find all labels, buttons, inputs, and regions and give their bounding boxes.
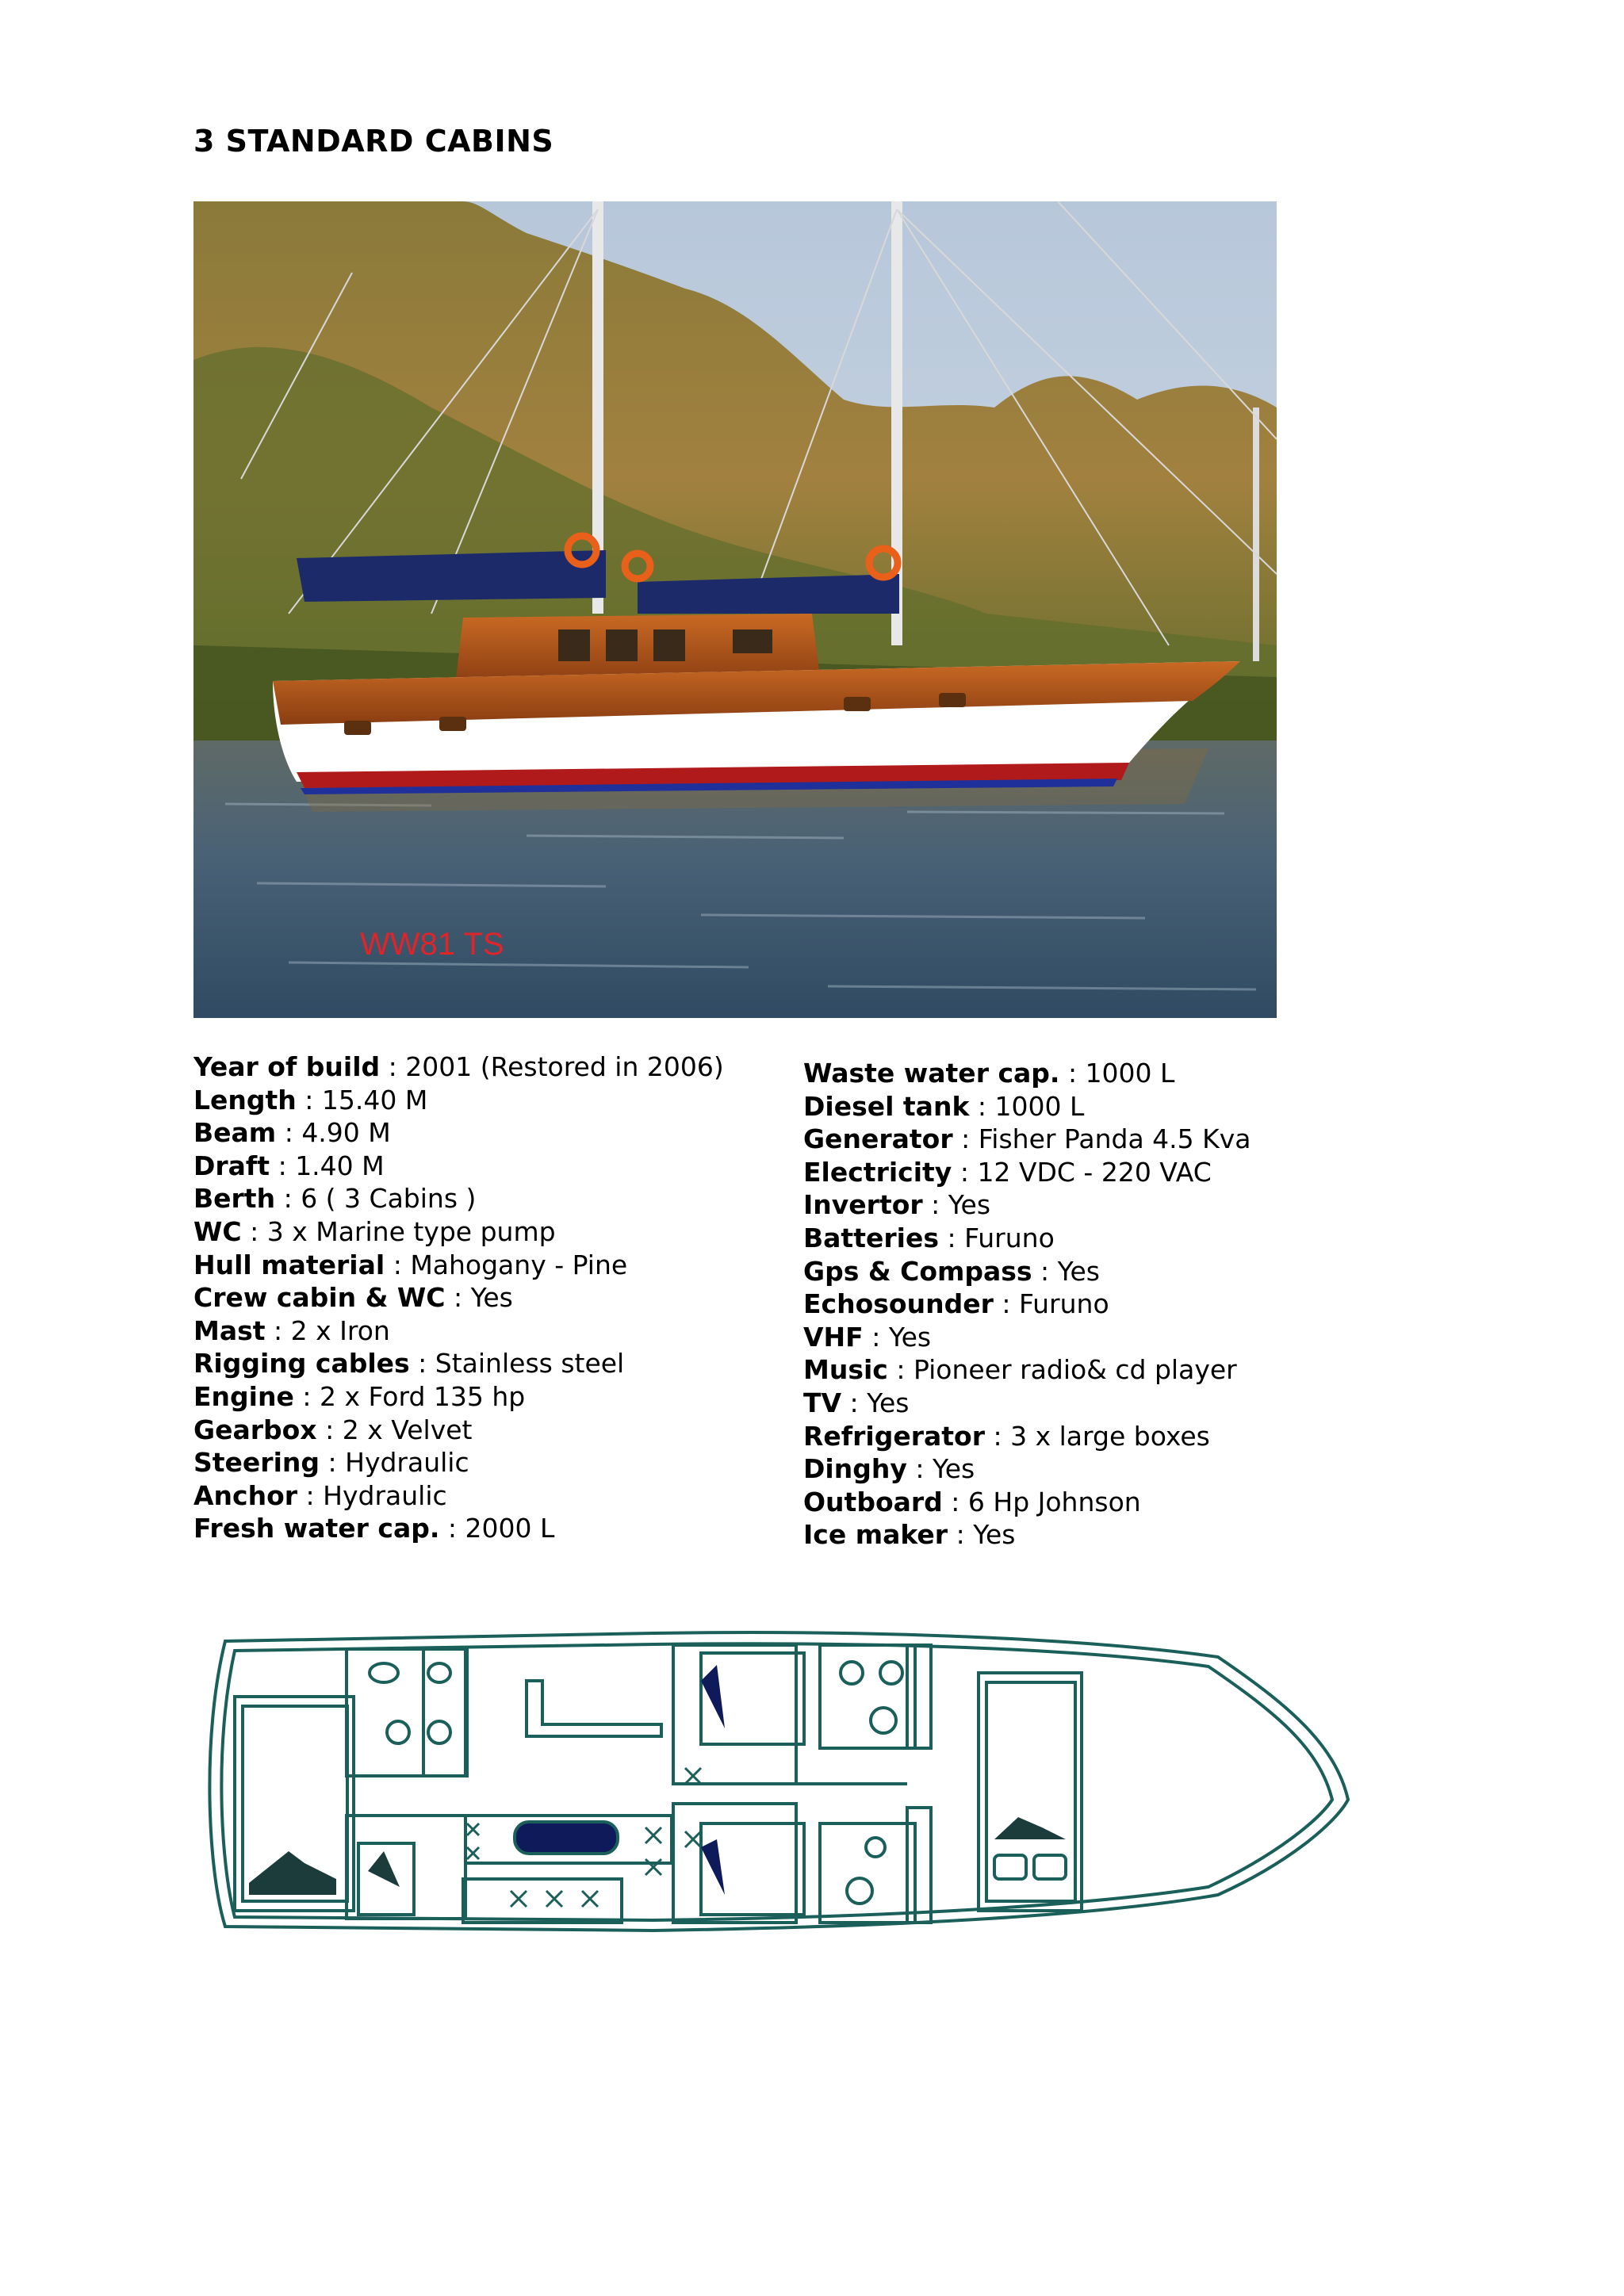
spec-label: Music [803, 1354, 888, 1386]
spec-separator: : [320, 1447, 346, 1479]
spec-value: Furuno [964, 1222, 1055, 1253]
spec-separator: : [887, 1354, 914, 1386]
spec-row [193, 1380, 724, 1414]
spec-row [193, 1446, 724, 1479]
spec-separator: : [938, 1222, 965, 1253]
spec-row [803, 1420, 1251, 1453]
spec-row [803, 1255, 1251, 1288]
spec-value: 3 x large boxes [1010, 1420, 1210, 1452]
spec-value: 4.90 M [301, 1117, 391, 1149]
deck-plan [193, 1609, 1355, 1958]
spec-label: Diesel tank [803, 1090, 970, 1122]
spec-value: 15.40 M [321, 1084, 428, 1115]
spec-row [193, 1479, 724, 1513]
spec-value: 2000 L [465, 1513, 555, 1544]
spec-separator: : [948, 1519, 974, 1551]
spec-row [803, 1123, 1251, 1156]
spec-label: Rigging cables [193, 1348, 410, 1380]
spec-row [803, 1222, 1251, 1255]
spec-label: Anchor [193, 1479, 298, 1511]
spec-separator: : [270, 1150, 296, 1181]
spec-row [803, 1288, 1251, 1321]
spec-label: Dinghy [803, 1453, 907, 1485]
spec-value: Yes [948, 1189, 991, 1221]
spec-value: Fisher Panda 4.5 Kva [978, 1123, 1251, 1155]
photo-watermark: WW81 TS [360, 927, 504, 962]
spec-value: 1000 L [1085, 1058, 1175, 1089]
spec-row [803, 1486, 1251, 1519]
spec-label: Fresh water cap. [193, 1513, 440, 1544]
spec-separator: : [952, 1156, 978, 1188]
spec-label: TV [803, 1387, 842, 1418]
spec-separator: : [380, 1051, 406, 1082]
spec-label: Steering [193, 1447, 320, 1479]
spec-label: Gearbox [193, 1414, 317, 1445]
spec-label: Length [193, 1084, 297, 1115]
spec-row [193, 1050, 724, 1084]
spec-separator: : [1059, 1058, 1086, 1089]
spec-separator: : [439, 1513, 465, 1544]
spec-label: Hull material [193, 1249, 385, 1280]
spec-value: Yes [973, 1519, 1016, 1551]
saloon-table [515, 1822, 618, 1854]
spec-value: Yes [932, 1453, 975, 1485]
spec-label: VHF [803, 1321, 864, 1353]
spec-row [193, 1084, 724, 1117]
spec-row [193, 1347, 724, 1380]
spec-value: 1000 L [994, 1090, 1085, 1122]
spec-label: Ice maker [803, 1519, 948, 1551]
spec-row [193, 1150, 724, 1183]
yacht-photo [193, 201, 1277, 1018]
spec-value: 3 x Marine type pump [266, 1215, 556, 1247]
spec-row [803, 1452, 1251, 1486]
spec-row [803, 1090, 1251, 1123]
spec-value: 1.40 M [295, 1150, 385, 1181]
spec-row [193, 1512, 724, 1545]
spec-value: Yes [867, 1387, 910, 1418]
spec-separator: : [241, 1215, 267, 1247]
spec-row [193, 1414, 724, 1447]
spec-value: 6 Hp Johnson [967, 1486, 1141, 1517]
spec-label: Berth [193, 1183, 276, 1215]
spec-separator: : [297, 1479, 324, 1511]
spec-separator: : [445, 1282, 471, 1314]
spec-label: Gps & Compass [803, 1255, 1032, 1287]
spec-label: Electricity [803, 1156, 952, 1188]
spec-label: Batteries [803, 1222, 939, 1253]
spec-label: Year of build [193, 1051, 381, 1082]
spec-separator: : [922, 1189, 948, 1221]
spec-separator: : [316, 1414, 343, 1445]
spec-separator: : [942, 1486, 968, 1517]
spec-row [193, 1182, 724, 1215]
hull-outline [209, 1632, 1348, 1931]
spec-separator: : [265, 1314, 291, 1346]
spec-label: Beam [193, 1117, 277, 1149]
spec-label: Generator [803, 1123, 953, 1155]
spec-separator: : [952, 1123, 979, 1155]
spec-separator: : [1032, 1255, 1058, 1287]
spec-label: Draft [193, 1150, 270, 1181]
spec-value: 2001 (Restored in 2006) [405, 1051, 724, 1082]
spec-separator: : [906, 1453, 933, 1485]
spec-separator: : [275, 1183, 301, 1215]
spec-row [803, 1057, 1251, 1090]
specs-right-column [803, 1057, 1251, 1552]
spec-separator: : [409, 1348, 435, 1380]
spec-value: 2 x Ford 135 hp [319, 1380, 526, 1412]
spec-label: WC [193, 1215, 242, 1247]
spec-row [803, 1321, 1251, 1354]
spec-row [803, 1387, 1251, 1420]
spec-label: Waste water cap. [803, 1058, 1060, 1089]
spec-label: Refrigerator [803, 1420, 986, 1452]
spec-row [803, 1156, 1251, 1189]
spec-separator: : [276, 1117, 302, 1149]
page-title: 3 STANDARD CABINS [193, 124, 554, 159]
spec-separator: : [385, 1249, 411, 1280]
spec-value: 2 x Velvet [342, 1414, 473, 1445]
spec-separator: : [296, 1084, 322, 1115]
spec-label: Mast [193, 1314, 266, 1346]
spec-separator: : [841, 1387, 868, 1418]
spec-row [193, 1215, 724, 1249]
spec-value: Yes [470, 1282, 513, 1314]
spec-value: 12 VDC - 220 VAC [977, 1156, 1212, 1188]
spec-row [803, 1518, 1251, 1552]
specs-left-column [193, 1050, 724, 1545]
spec-value: Hydraulic [323, 1479, 447, 1511]
spec-value: Yes [1057, 1255, 1100, 1287]
spec-row [193, 1314, 724, 1348]
spec-value: Furuno [1018, 1288, 1109, 1320]
spec-value: Mahogany - Pine [410, 1249, 628, 1280]
spec-label: Outboard [803, 1486, 943, 1517]
spec-value: Pioneer radio& cd player [913, 1354, 1237, 1386]
spec-value: 2 x Iron [290, 1314, 390, 1346]
spec-label: Crew cabin & WC [193, 1282, 446, 1314]
spec-label: Echosounder [803, 1288, 994, 1320]
spec-separator: : [293, 1380, 320, 1412]
spec-label: Engine [193, 1380, 294, 1412]
spec-row [803, 1353, 1251, 1387]
spec-separator: : [969, 1090, 995, 1122]
spec-separator: : [985, 1420, 1011, 1452]
spec-row [193, 1116, 724, 1150]
spec-row [803, 1188, 1251, 1222]
spec-row [193, 1281, 724, 1314]
spec-value: Yes [888, 1321, 932, 1353]
spec-row [193, 1249, 724, 1282]
spec-value: 6 ( 3 Cabins ) [301, 1183, 477, 1215]
spec-value: Stainless steel [435, 1348, 625, 1380]
spec-separator: : [993, 1288, 1019, 1320]
spec-value: Hydraulic [345, 1447, 469, 1479]
spec-separator: : [863, 1321, 889, 1353]
spec-label: Invertor [803, 1189, 923, 1221]
